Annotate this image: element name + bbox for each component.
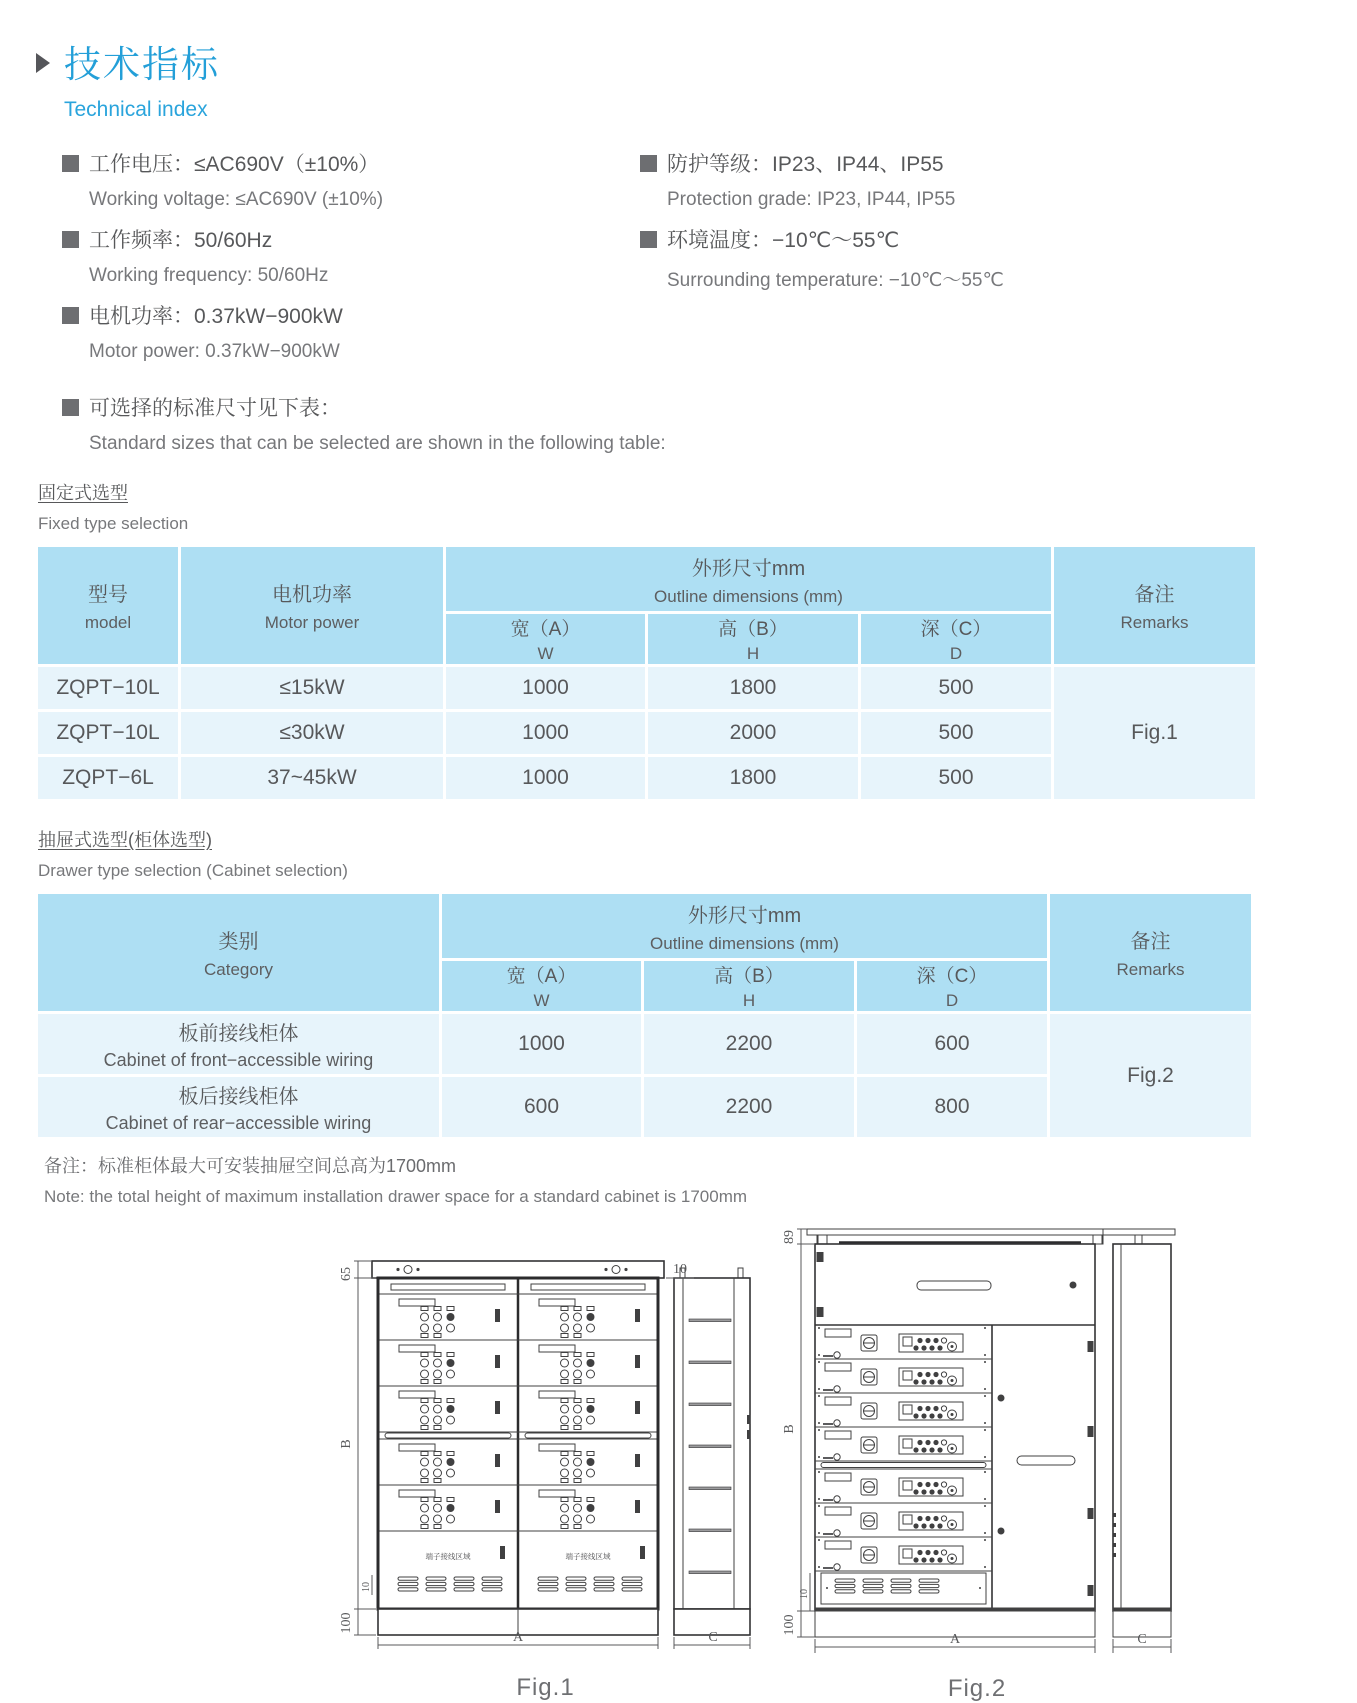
fig1-cabinet-side [674, 1278, 750, 1609]
depth-cell: 500 [861, 757, 1051, 799]
header-category-en: Category [204, 960, 273, 979]
depth-cell: 600 [857, 1014, 1047, 1074]
fig1-dim-vent-offset: 10 [361, 1582, 372, 1592]
spec-line-zh: 电机功率：0.37kW−900kW [89, 305, 343, 328]
height-cell: 1800 [648, 667, 858, 709]
bullet-square-icon [62, 155, 79, 172]
spec-line-en: Protection grade: IP23, IP44, IP55 [667, 189, 956, 210]
spec-line-en: Working frequency: 50/60Hz [89, 265, 329, 286]
spec-item [640, 224, 1357, 292]
remarks-cell: Fig.2 [1050, 1014, 1251, 1137]
motor-power-cell: ≤30kW [181, 712, 443, 754]
height-cell: 1800 [648, 757, 858, 799]
model-cell: ZQPT−10L [38, 667, 178, 709]
table-intro-en: Standard sizes that can be selected are shown in the following table: [89, 433, 666, 454]
fig2-dim-cap-height: 89 [782, 1230, 797, 1244]
bullet-square-icon [62, 231, 79, 248]
header-remarks: 备注 Remarks [1050, 894, 1251, 1011]
drawer-type-table [35, 891, 1254, 1140]
depth-cell: 500 [861, 712, 1051, 754]
category-cell: 板后接线柜体 Cabinet of rear−accessible wiring [38, 1077, 439, 1137]
bullet-square-icon [640, 231, 657, 248]
bullet-square-icon [62, 307, 79, 324]
fig2-caption: Fig.2 [947, 1675, 1007, 1702]
table-intro-zh: 可选择的标准尺寸见下表： [89, 397, 341, 420]
bullet-square-icon [640, 155, 657, 172]
fig2-dim-vent-offset: 10 [799, 1589, 810, 1599]
fig1-dim-top-offset: 10 [673, 1262, 687, 1277]
fig1-caption: Fig.1 [516, 1674, 575, 1701]
motor-power-cell: ≤15kW [181, 667, 443, 709]
spec-item [62, 300, 640, 363]
fig2-top-plate [807, 1229, 1113, 1235]
fig2-dim-body-height: B [782, 1424, 797, 1434]
figure-2 [777, 1213, 1177, 1703]
drawer-unit [399, 1444, 500, 1483]
table-intro [62, 392, 1357, 455]
drawer-table-title-en: Drawer type selection (Cabinet selection) [38, 861, 348, 880]
header-width: 宽（A） W [442, 961, 641, 1011]
drawer-unit [539, 1444, 640, 1483]
fig2-dim-front-width: A [949, 1632, 961, 1647]
drawer-unit [399, 1299, 500, 1338]
spec-item [640, 148, 1357, 211]
width-cell: 1000 [442, 1014, 641, 1074]
depth-cell: 800 [857, 1077, 1047, 1137]
header-depth: 深（C） D [861, 614, 1051, 664]
fig1-dim-side-depth: C [708, 1630, 718, 1645]
fig1-dim-cap-height: 65 [339, 1267, 354, 1281]
width-cell: 1000 [446, 757, 645, 799]
drawer-unit [539, 1490, 640, 1529]
width-cell: 1000 [446, 712, 645, 754]
header-remarks-en: Remarks [1120, 613, 1189, 632]
figure-1 [328, 1247, 763, 1702]
footnote-en: Note: the total height of maximum installation drawer space for a standard cabinet is 1700mm [44, 1187, 748, 1206]
table-row [38, 1014, 1251, 1074]
header-outline-dimensions [446, 547, 1051, 611]
spec-line-en: Motor power: 0.37kW−900kW [89, 341, 340, 362]
figures-row [328, 1213, 1357, 1703]
fixed-table-title [38, 479, 1357, 534]
header-depth: 深（C） D [857, 961, 1047, 1011]
drawer-unit [399, 1490, 500, 1529]
header-model [38, 547, 178, 664]
fig2-cabinet-side [1113, 1244, 1171, 1611]
header-remarks [1054, 547, 1255, 664]
spec-column-right [640, 148, 1357, 376]
table-row [38, 667, 1255, 709]
header-width: 宽（A） W [446, 614, 645, 664]
remarks-cell: Fig.1 [1054, 667, 1255, 799]
header-outline-zh: 外形尺寸mm [691, 557, 806, 580]
spec-line-zh: 工作电压：≤AC690V（±10%） [89, 153, 380, 176]
width-cell: 1000 [446, 667, 645, 709]
spec-line-en: Surrounding temperature: −10℃～55℃ [667, 270, 1004, 291]
motor-power-cell: 37~45kW [181, 757, 443, 799]
header-model-en: model [84, 613, 132, 632]
header-outline-en: Outline dimensions (mm) [654, 586, 843, 606]
height-cell: 2000 [648, 712, 858, 754]
fig1-dim-body-height: B [339, 1439, 354, 1449]
drawer-unit [539, 1345, 640, 1384]
drawer-unit [399, 1391, 500, 1430]
spec-column-left [0, 148, 640, 376]
spec-line-zh: 防护等级：IP23、IP44、IP55 [667, 153, 944, 176]
fig2-dim-side-depth: C [1137, 1632, 1147, 1647]
drawer-unit [399, 1345, 500, 1384]
drawer-unit [539, 1391, 640, 1430]
header-motor-power [181, 547, 443, 664]
fixed-type-table [35, 544, 1258, 802]
spec-item [62, 148, 640, 211]
drawer-table-title-zh: 抽屉式选型(柜体选型) [38, 830, 212, 850]
fixed-table-title-en: Fixed type selection [38, 514, 189, 533]
section-header [36, 34, 1357, 122]
spec-list [0, 148, 1357, 376]
drawer-unit [539, 1299, 640, 1338]
bullet-square-icon [62, 399, 79, 416]
model-cell: ZQPT−10L [38, 712, 178, 754]
footnote-zh: 备注：标准柜体最大可安装抽屉空间总高为1700mm [44, 1156, 457, 1176]
footnote [44, 1152, 1357, 1207]
page-title: 技术指标 [64, 44, 220, 85]
header-outline-dimensions: 外形尺寸mm Outline dimensions (mm) [442, 894, 1047, 958]
header-category [38, 894, 439, 1011]
fixed-table-title-zh: 固定式选型 [38, 483, 128, 503]
height-cell: 2200 [644, 1014, 854, 1074]
header-model-zh: 型号 [88, 584, 128, 606]
spec-line-zh: 环境温度：−10℃～55℃ [667, 229, 900, 252]
spec-item [62, 224, 640, 287]
spec-line-en: Working voltage: ≤AC690V (±10%) [89, 189, 384, 210]
header-motor-en: Motor power [264, 613, 360, 632]
depth-cell: 500 [861, 667, 1051, 709]
category-cell: 板前接线柜体 Cabinet of front−accessible wiring [38, 1014, 439, 1074]
header-height: 高（B） H [648, 614, 858, 664]
header-remarks-zh: 备注 [1134, 584, 1175, 606]
fig1-terminal-area-label: 端子接线区域 [565, 1552, 611, 1561]
height-cell: 2200 [644, 1077, 854, 1137]
header-height: 高（B） H [644, 961, 854, 1011]
fig1-dim-front-width: A [512, 1630, 524, 1645]
fig2-drawing [777, 1213, 1177, 1658]
width-cell: 600 [442, 1077, 641, 1137]
fig1-drawing [328, 1247, 763, 1657]
drawer-table-title [38, 826, 1357, 881]
section-marker-icon [36, 53, 50, 73]
fig1-terminal-area-label: 端子接线区域 [425, 1552, 471, 1561]
model-cell: ZQPT−6L [38, 757, 178, 799]
header-category-zh: 类别 [218, 931, 259, 953]
page-subtitle: Technical index [64, 98, 208, 121]
spec-line-zh: 工作频率：50/60Hz [89, 229, 273, 252]
fig2-dim-base-height: 100 [782, 1614, 797, 1636]
fig1-dim-base-height: 100 [339, 1612, 354, 1634]
header-motor-zh: 电机功率 [272, 584, 352, 606]
